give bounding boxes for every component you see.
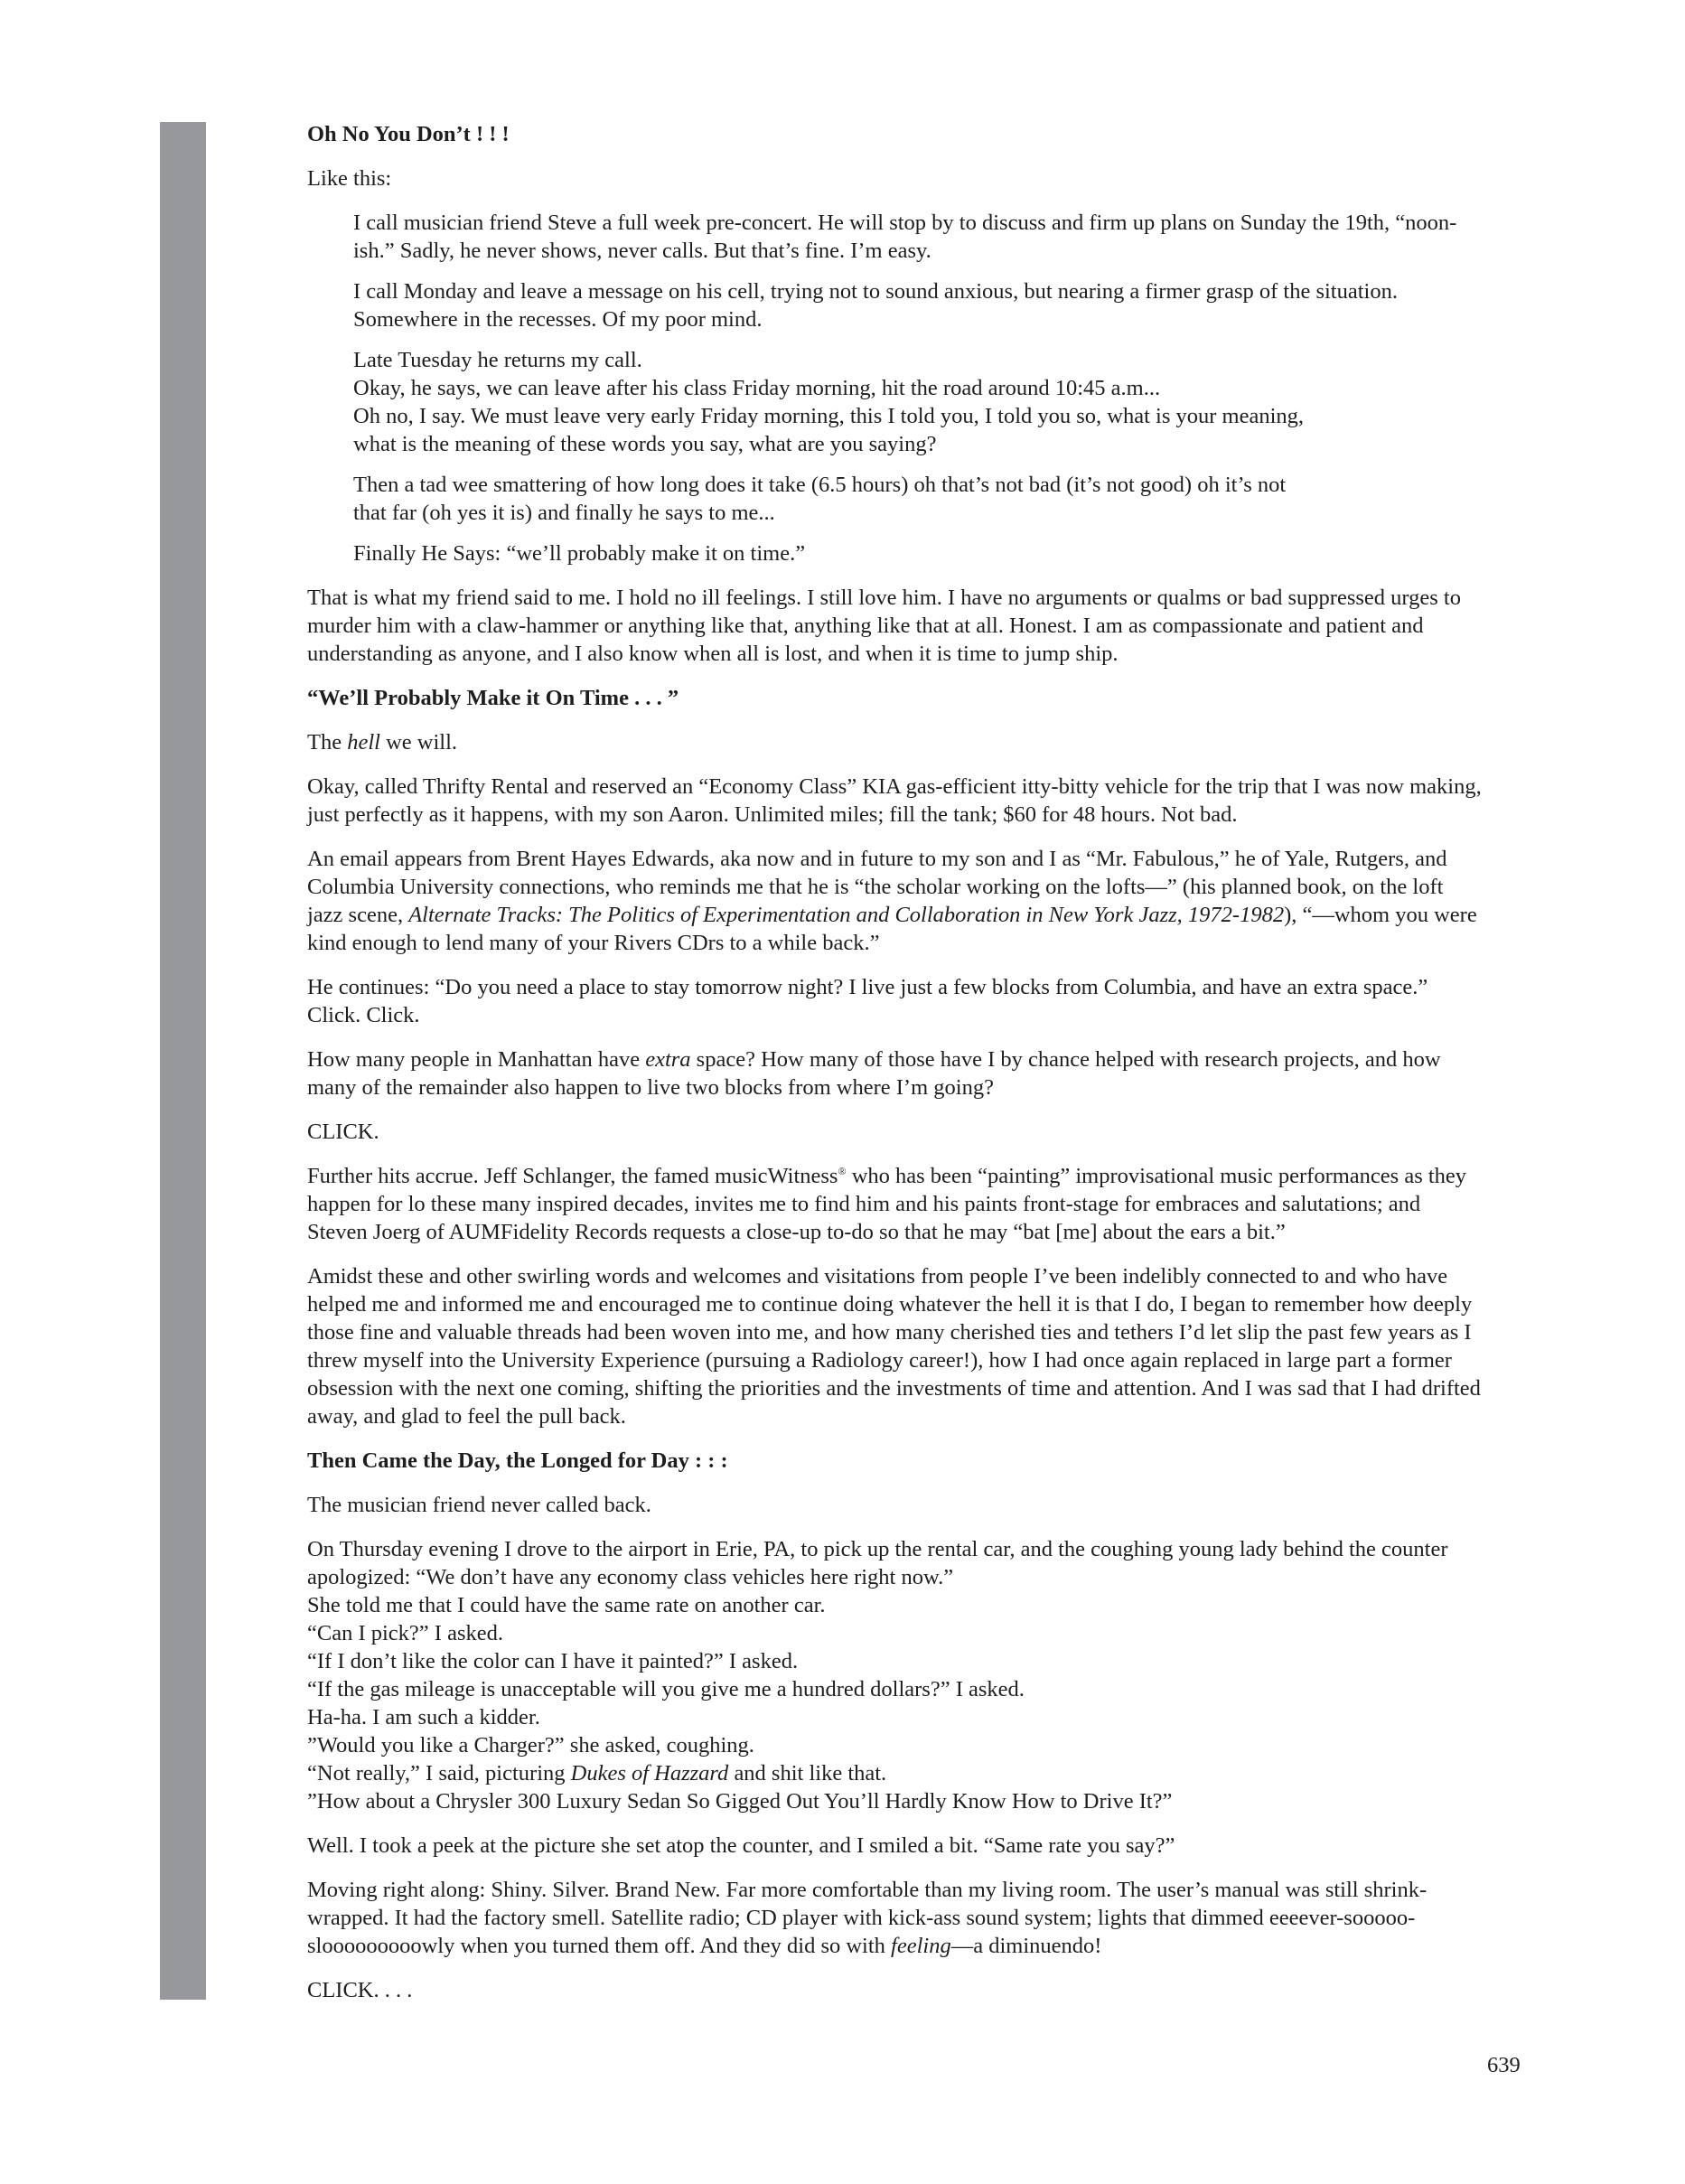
paragraph-manhattan bbox=[307, 1045, 1482, 1101]
dialogue-line: Then a tad wee smattering of how long does it take (6.5 hours) oh that’s not bad (it’s not good) oh it’s not bbox=[353, 473, 1287, 497]
paragraph-hell bbox=[307, 728, 1482, 756]
rental-line bbox=[307, 1759, 1482, 1787]
registered-mark: ® bbox=[838, 1164, 847, 1177]
rental-line: “If the gas mileage is unacceptable will you give me a hundred dollars?” I asked. bbox=[307, 1677, 1025, 1701]
paragraph-never-called: The musician friend never called back. bbox=[307, 1493, 651, 1517]
book-title: Alternate Tracks: The Politics of Experimentation and Collaboration in New York Jazz, 1972-1982 bbox=[408, 903, 1285, 927]
dialogue-line: Okay, he says, we can leave after his class Friday morning, hit the road around 10:45 a.m... bbox=[353, 376, 1161, 400]
indented-paragraph-4 bbox=[353, 471, 1482, 527]
paragraph-continues: He continues: “Do you need a place to stay tomorrow night? I live just a few blocks from Columbia, and have an extra space.” Click. Click. bbox=[307, 975, 1428, 1027]
text-run: An email appears from Brent Hayes Edwards, aka now and in future to my son and I as “Mr. Fabulous,” he of Yale, Rutgers, and Columbia University connections, who reminds me that he is “the scholar working on the lofts—” (his planned book, on the loft jazz scene, bbox=[307, 847, 1447, 927]
section-heading-make-it: “We’ll Probably Make it On Time . . . ” bbox=[307, 686, 679, 710]
rental-line: ”How about a Chrysler 300 Luxury Sedan So Gigged Out You’ll Hardly Know How to Drive It?” bbox=[307, 1789, 1173, 1814]
emphasis: hell bbox=[347, 730, 380, 755]
paragraph-friend: That is what my friend said to me. I hold no ill feelings. I still love him. I have no arguments or qualms or bad suppressed urges to murder him with a claw-hammer or anything like that, anything like that at all. Honest. I am as compassionate and patient and understanding as anyone, and I also know when all is lost, and when it is time to jump ship. bbox=[307, 586, 1461, 666]
text-run: we will. bbox=[379, 730, 458, 755]
text-run: space? How many of those have I by chance helped with research projects, and how many of the remainder also happen to live two blocks from where I’m going? bbox=[307, 1047, 1441, 1100]
paragraph-moving bbox=[307, 1876, 1482, 1960]
text-run: and shit like that. bbox=[728, 1761, 887, 1786]
text-run: Further hits accrue. Jeff Schlanger, the famed musicWitness bbox=[307, 1164, 838, 1188]
dialogue-line: Oh no, I say. We must leave very early Friday morning, this I told you, I told you so, what is your meaning, bbox=[353, 404, 1305, 428]
page-content bbox=[307, 120, 1482, 2020]
paragraph-peek: Well. I took a peek at the picture she set atop the counter, and I smiled a bit. “Same rate you say?” bbox=[307, 1833, 1175, 1858]
dialogue-line: that far (oh yes it is) and finally he says to me... bbox=[353, 501, 775, 525]
rental-line: “If I don’t like the color can I have it painted?” I asked. bbox=[307, 1649, 799, 1673]
rental-line: She told me that I could have the same rate on another car. bbox=[307, 1593, 826, 1617]
text-run: Moving right along: Shiny. Silver. Brand New. Far more comfortable than my living room. The user’s manual was still shrink-wrapped. It had the factory smell. Satellite radio; CD player with kick-ass sound system; lights that dimmed eeeever-sooooo-slooooooooowly when you turned them off. And they did so with bbox=[307, 1878, 1428, 1958]
text-run: ), “—whom you were kind enough to lend many of your Rivers CDrs to a while back.” bbox=[307, 903, 1477, 955]
indented-paragraph-5: Finally He Says: “we’ll probably make it on time.” bbox=[353, 541, 806, 566]
sidebar-bar bbox=[160, 122, 206, 2000]
rental-line: Ha-ha. I am such a kidder. bbox=[307, 1705, 540, 1729]
paragraph-rental bbox=[307, 1535, 1482, 1815]
emphasis: feeling bbox=[891, 1934, 951, 1958]
paragraph-email bbox=[307, 845, 1482, 957]
page-number: 639 bbox=[1487, 2053, 1521, 2077]
rental-line: On Thursday evening I drove to the airport in Erie, PA, to pick up the rental car, and the coughing young lady behind the counter apologized: “We don’t have any economy class vehicles here right now.” bbox=[307, 1537, 1448, 1589]
section-heading-longed-day: Then Came the Day, the Longed for Day : : : bbox=[307, 1448, 728, 1473]
paragraph-intro: Like this: bbox=[307, 166, 392, 191]
indented-paragraph-1: I call musician friend Steve a full week pre-concert. He will stop by to discuss and firm up plans on Sunday the 19th, “noon-ish.” Sadly, he never shows, never calls. But that’s fine. I’m easy. bbox=[353, 211, 1457, 263]
indented-paragraph-2: I call Monday and leave a message on his cell, trying not to sound anxious, but nearing a firmer grasp of the situation. Somewhere in the recesses. Of my poor mind. bbox=[353, 279, 1398, 332]
paragraph-amidst: Amidst these and other swirling words and welcomes and visitations from people I’ve been indelibly connected to and who have helped me and informed me and encouraged me to continue doing whatever the hell it is that I do, I began to remember how deeply those fine and valuable threads had been woven into me, and how many cherished ties and tethers I’d let slip the past few years as I threw myself into the University Experience (pursuing a Radiology career!), how I had once again replaced in large part a former obsession with the next one coming, shifting the priorities and the investments of time and attention. And I was sad that I had drifted away, and glad to feel the pull back. bbox=[307, 1264, 1481, 1429]
indented-paragraph-3 bbox=[353, 346, 1482, 458]
dialogue-line: Late Tuesday he returns my call. bbox=[353, 348, 642, 372]
paragraph-click: CLICK. bbox=[307, 1120, 379, 1144]
dialogue-line: what is the meaning of these words you say, what are you saying? bbox=[353, 432, 937, 456]
text-run: The bbox=[307, 730, 348, 755]
show-title: Dukes of Hazzard bbox=[570, 1761, 729, 1786]
rental-line: “Can I pick?” I asked. bbox=[307, 1621, 503, 1645]
text-run: —a diminuendo! bbox=[950, 1934, 1102, 1958]
text-run: who has been “painting” improvisational music performances as they happen for lo these many inspired decades, invites me to find him and his paints front-stage for embraces and salutations; and Steven Joerg of AUMFidelity Records requests a close-up to-do so that he may “bat [me] about the ears a bit.” bbox=[307, 1164, 1467, 1244]
paragraph-thrifty: Okay, called Thrifty Rental and reserved an “Economy Class” KIA gas-efficient itty-bitty vehicle for the trip that I was now making, just perfectly as it happens, with my son Aaron. Unlimited miles; fill the tank; $60 for 48 hours. Not bad. bbox=[307, 774, 1482, 827]
rental-line: ”Would you like a Charger?” she asked, coughing. bbox=[307, 1733, 754, 1758]
text-run: “Not really,” I said, picturing bbox=[307, 1761, 571, 1786]
section-heading-oh-no: Oh No You Don’t ! ! ! bbox=[307, 122, 510, 146]
paragraph-click-final: CLICK. . . . bbox=[307, 1978, 413, 2002]
text-run: How many people in Manhattan have bbox=[307, 1047, 646, 1072]
paragraph-hits bbox=[307, 1162, 1482, 1246]
emphasis: extra bbox=[645, 1047, 691, 1072]
